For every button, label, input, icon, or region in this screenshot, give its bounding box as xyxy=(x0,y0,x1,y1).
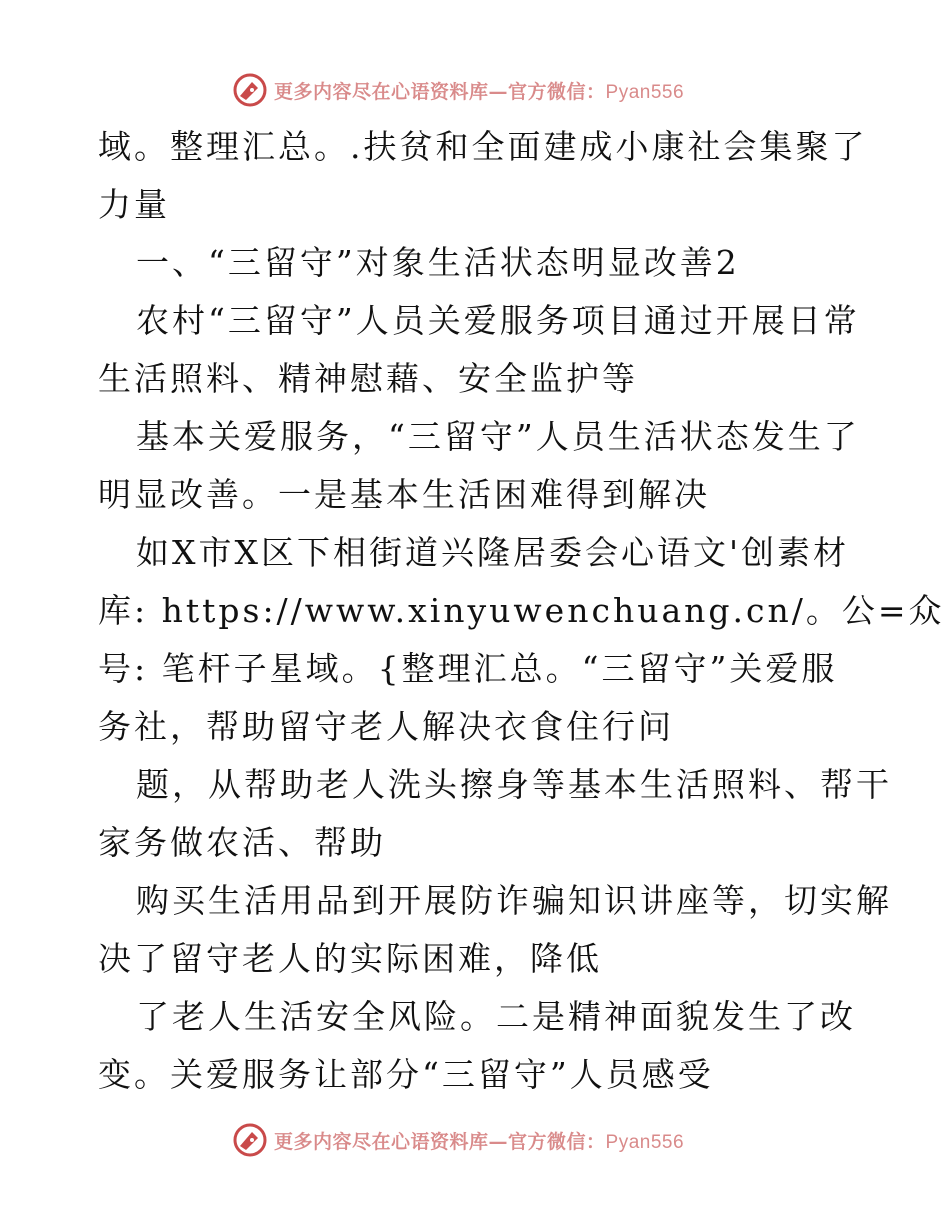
text-line: 生活照料、精神慰藉、安全监护等 xyxy=(98,359,638,398)
text-line: 农村“三留守”人员关爱服务项目通过开展日常 xyxy=(136,301,860,340)
document-body xyxy=(98,118,945,1104)
text-line: 号: 笔杆子星域。{整理汇总。“三留守”关爱服 xyxy=(98,649,838,688)
text-line: 购买生活用品到开展防诈骗知识讲座等，切实解 xyxy=(136,881,892,920)
watermark-text: 更多内容尽在心语资料库—官方微信：Pyan556 xyxy=(274,1130,685,1153)
text-line: 库: https://www.xinyuwenchuang.cn/。公=众 xyxy=(98,591,945,630)
header-watermark xyxy=(232,70,712,110)
text-line: 了老人生活安全风险。二是精神面貌发生了改 xyxy=(136,997,856,1036)
text-line: 家务做农活、帮助 xyxy=(98,823,386,862)
fountain-pen-logo-icon xyxy=(232,1122,268,1158)
text-line: 题，从帮助老人洗头擦身等基本生活照料、帮干 xyxy=(136,765,892,804)
text-line: 变。关爱服务让部分“三留守”人员感受 xyxy=(98,1055,714,1094)
text-line: 如X市X区下相街道兴隆居委会心语文'创素材 xyxy=(136,533,850,572)
footer-watermark xyxy=(232,1120,712,1160)
fountain-pen-logo-icon xyxy=(232,72,268,108)
watermark-text: 更多内容尽在心语资料库—官方微信：Pyan556 xyxy=(274,80,685,103)
text-line: 基本关爱服务，“三留守”人员生活状态发生了 xyxy=(136,417,860,456)
text-line: 域。整理汇总。.扶贫和全面建成小康社会集聚了 xyxy=(98,127,868,166)
section-heading: 一、“三留守”对象生活状态明显改善2 xyxy=(136,243,740,282)
text-line: 力量 xyxy=(98,185,170,224)
text-line: 务社，帮助留守老人解决衣食住行问 xyxy=(98,707,674,746)
text-line: 决了留守老人的实际困难，降低 xyxy=(98,939,602,978)
text-line: 明显改善。一是基本生活困难得到解决 xyxy=(98,475,710,514)
